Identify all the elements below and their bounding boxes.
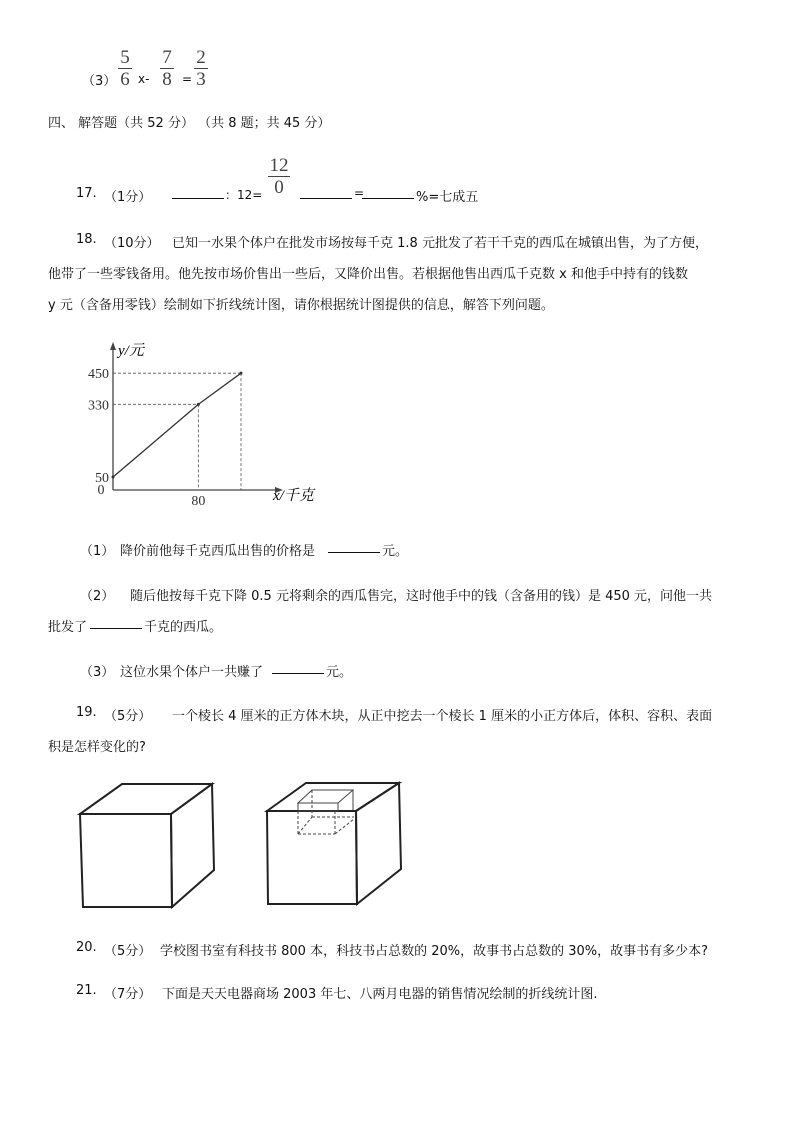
x-tick-label: 80: [191, 494, 206, 509]
q20-score: （5分）: [104, 944, 152, 959]
q18-sub3-label: （3）: [80, 665, 115, 680]
q17-score: （1分）: [104, 190, 152, 205]
fraction-5-6: 5 6: [118, 48, 132, 89]
q20-text: 学校图书室有科技书 800 本，科技书占总数的 20%，故事书占总数的 30%，故事书有多少本?: [160, 944, 709, 959]
q19-line1: 一个棱长 4 厘米的正方体木块，从正中挖去一个棱长 1 厘米的小正方体后，体积、容积、表面: [172, 709, 713, 724]
data-point: [112, 476, 115, 479]
q18-line3: y 元（含备用零钱）绘制如下折线统计图，请你根据统计图提供的信息，解答下列问题。: [48, 298, 554, 313]
q18-sub3-text: 这位水果个体户一共赚了: [120, 665, 264, 680]
data-point: [197, 403, 200, 406]
y-tick-label: 330: [88, 398, 109, 414]
y-tick-label: 450: [88, 367, 109, 383]
q18-sub1-unit: 元。: [382, 544, 409, 559]
q19-score: （5分）: [104, 709, 152, 724]
cube-diagrams: [60, 770, 420, 920]
q18-line2: 他带了一些零钱备用。他先按市场价售出一些后，又降价出售。若根据他售出西瓜千克数 x 和他手中持有的钱数: [48, 267, 688, 282]
x-tick-label: 0: [97, 483, 105, 498]
q18-sub2-blank[interactable]: [90, 616, 142, 629]
eq3-label: （3）: [82, 74, 117, 89]
solid-cube: [80, 784, 214, 907]
q21-score: （7分）: [104, 987, 152, 1002]
y-axis-arrow-icon: [110, 342, 116, 350]
series-line: [113, 373, 241, 477]
q18-sub1-label: （1）: [80, 544, 115, 559]
q17-blank-3[interactable]: [362, 186, 414, 199]
q18-sub2-text2a: 批发了: [48, 620, 88, 635]
q18-sub2-text2b: 千克的西瓜。: [144, 620, 223, 635]
q18-sub2-label: （2）: [80, 589, 115, 604]
q18-sub2-text: 随后他按每千克下降 0.5 元将剩余的西瓜售完，这时他手中的钱（含备用的钱）是 450 元，问他一共: [130, 589, 713, 604]
q17-ratio: ：12=: [225, 188, 263, 202]
fraction-2-3: 2 3: [194, 48, 208, 89]
line-chart: [80, 335, 340, 510]
cube-with-cavity: [267, 783, 401, 904]
q19-number: 19.: [76, 705, 97, 720]
q17-tail: %=七成五: [416, 190, 479, 205]
q18-sub3-blank[interactable]: [272, 661, 324, 674]
q18-sub1-text: 降价前他每千克西瓜出售的价格是: [120, 544, 316, 559]
q18-number: 18.: [76, 232, 97, 247]
q17-blank-2[interactable]: [300, 186, 352, 199]
q18-score: （10分）: [104, 236, 160, 251]
y-axis-label: y/元: [118, 343, 144, 359]
data-point: [240, 372, 243, 375]
eq3-equals: =: [182, 72, 193, 86]
q21-number: 21.: [76, 983, 97, 998]
q21-text: 下面是天天电器商场 2003 年七、八两月电器的销售情况绘制的折线统计图.: [162, 987, 598, 1002]
q17-number: 17.: [76, 186, 97, 201]
eq3-x: x-: [138, 72, 150, 86]
q19-line2: 积是怎样变化的?: [48, 740, 146, 755]
q17-equals: =: [354, 186, 365, 200]
section-title: 四、 解答题（共 52 分） （共 8 题；共 45 分）: [48, 116, 331, 131]
fraction-12-0: 12 0: [269, 155, 289, 198]
q17-blank-1[interactable]: [172, 186, 224, 199]
q18-sub3-unit: 元。: [326, 665, 353, 680]
x-axis-label: x/千克: [273, 488, 314, 504]
fraction-7-8: 7 8: [160, 48, 174, 89]
q20-number: 20.: [76, 940, 97, 955]
q18-line1: 已知一水果个体户在批发市场按每千克 1.8 元批发了若干千克的西瓜在城镇出售，为了方便，: [172, 236, 708, 251]
q18-sub1-blank[interactable]: [328, 540, 380, 553]
y-tick-label: 50: [95, 471, 109, 487]
